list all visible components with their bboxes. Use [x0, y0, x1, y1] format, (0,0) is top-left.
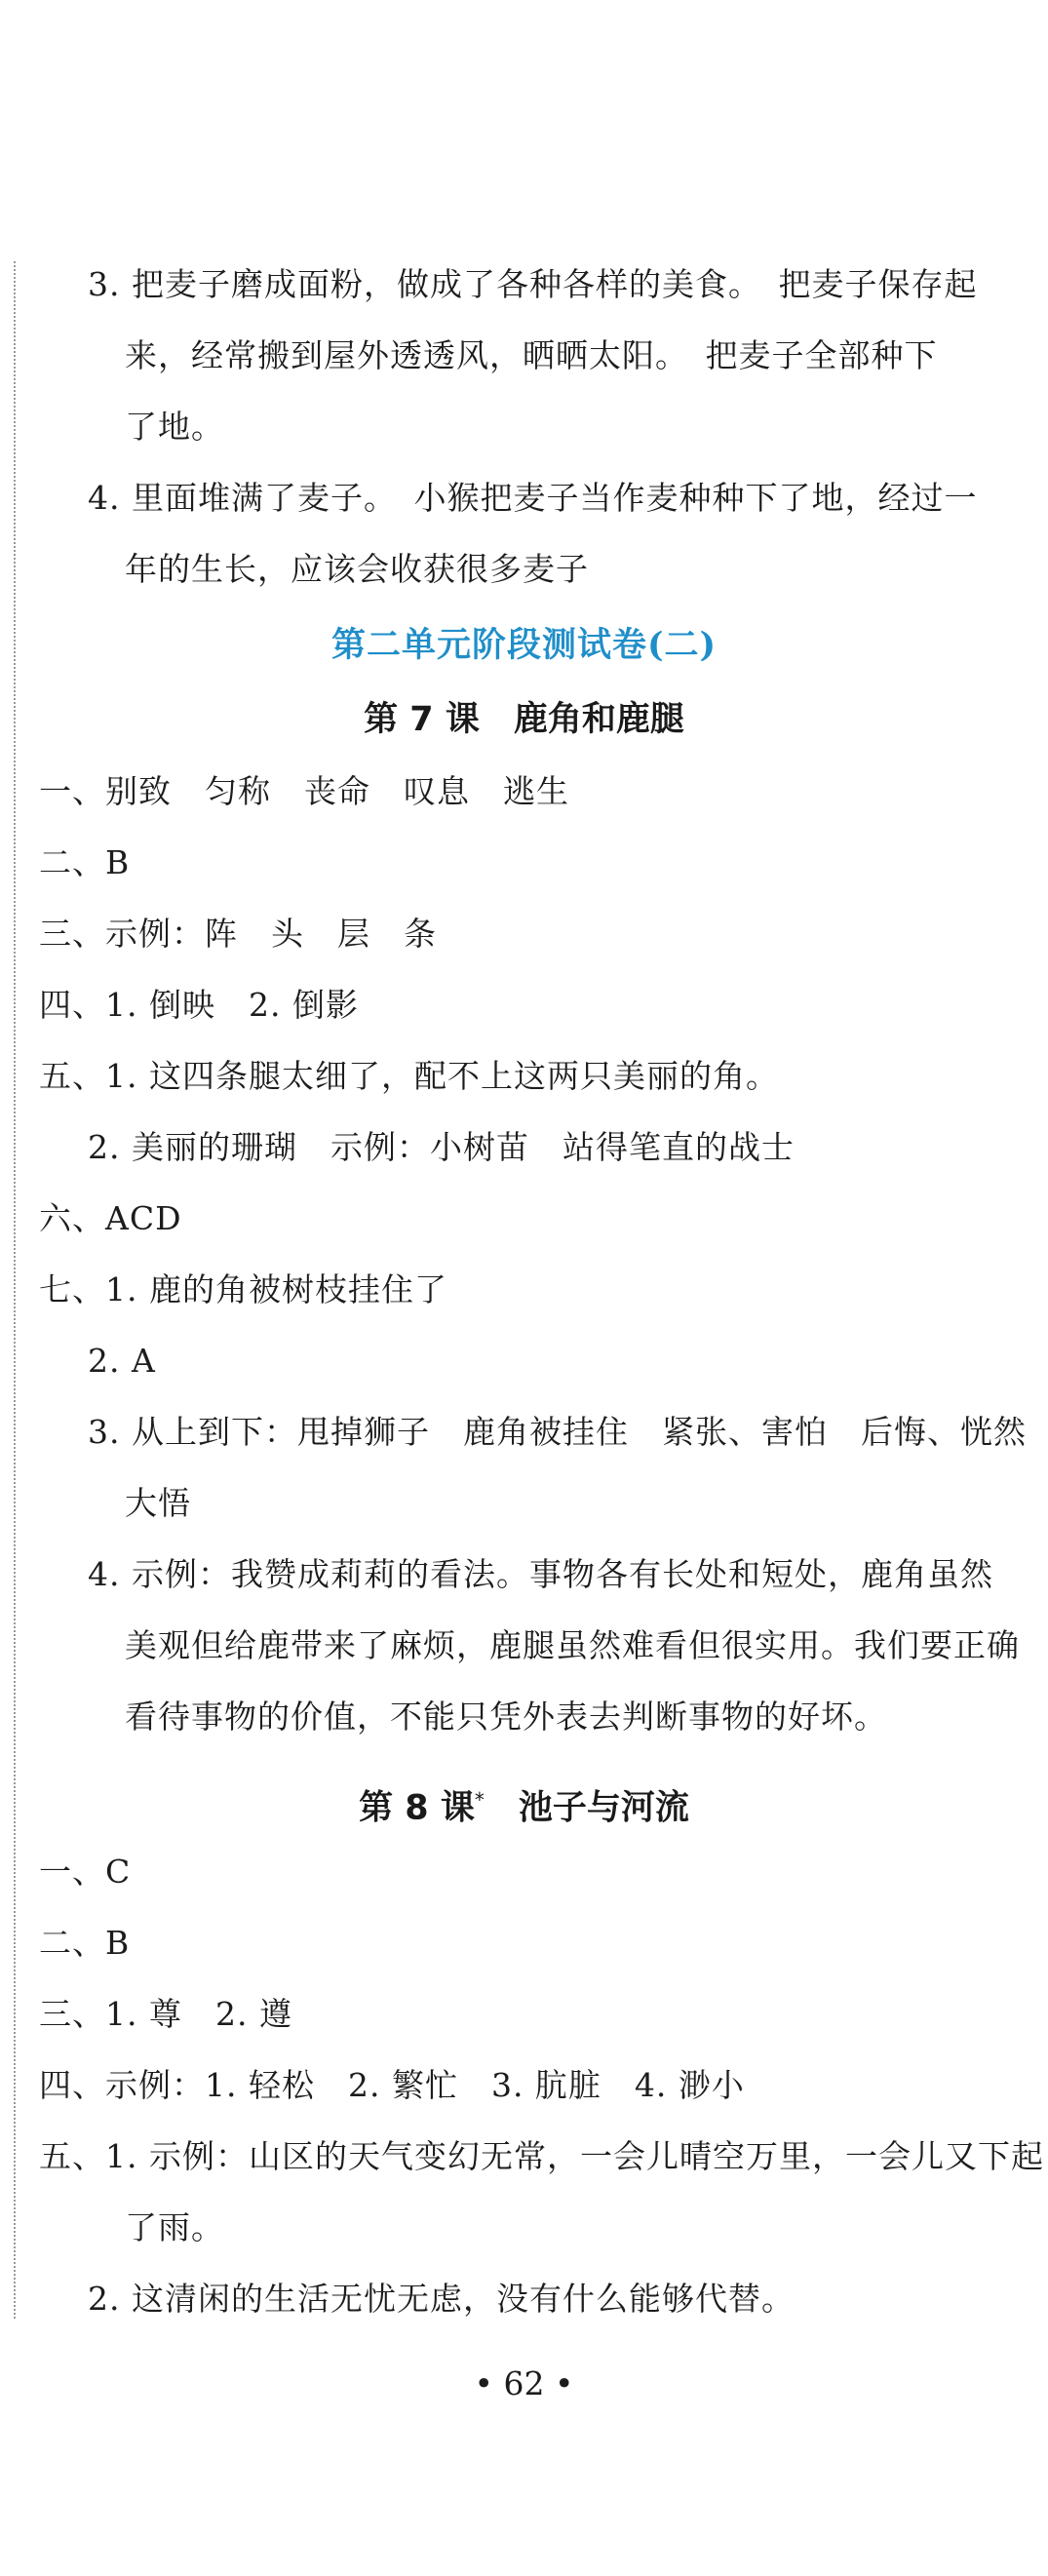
answer-line: 2. A: [88, 1342, 156, 1380]
answer-line: 了地。: [125, 408, 224, 446]
answer-line: 大悟: [125, 1484, 191, 1522]
answer-line: 二、B: [39, 843, 131, 881]
answer-line: 五、1. 示例：山区的天气变幻无常，一会儿晴空万里，一会儿又下起: [39, 2137, 1044, 2175]
answer-line: 四、示例：1. 轻松 2. 繁忙 3. 肮脏 4. 渺小: [39, 2066, 745, 2104]
answer-line: 七、1. 鹿的角被树枝挂住了: [39, 1270, 447, 1308]
answer-line: 2. 这清闲的生活无忧无虑，没有什么能够代替。: [88, 2280, 795, 2318]
lesson-8-title: [0, 1778, 1048, 1830]
lesson-8-number: 第 8 课: [359, 1788, 475, 1828]
answer-line: 一、别致 匀称 丧命 叹息 逃生: [39, 772, 569, 810]
answer-line: 4. 里面堆满了麦子。 小猴把麦子当作麦种种下了地，经过一: [88, 479, 978, 517]
answer-line: 一、C: [39, 1853, 132, 1891]
answer-line: 三、示例：阵 头 层 条: [39, 915, 437, 953]
answer-line: 3. 从上到下：甩掉狮子 鹿角被挂住 紧张、害怕 后悔、恍然: [88, 1413, 1027, 1451]
answer-line: 4. 示例：我赞成莉莉的看法。事物各有长处和短处，鹿角虽然: [88, 1555, 993, 1593]
left-margin-rule: [14, 261, 16, 2319]
answer-line: 看待事物的价值，不能只凭外表去判断事物的好坏。: [125, 1698, 887, 1736]
lesson-8-name: 池子与河流: [484, 1788, 689, 1828]
answer-line: 了雨。: [125, 2208, 224, 2246]
answer-line: 3. 把麦子磨成面粉，做成了各种各样的美食。 把麦子保存起: [88, 265, 978, 303]
answer-line: 三、1. 尊 2. 遵: [39, 1995, 292, 2033]
answer-line: 2. 美丽的珊瑚 示例：小树苗 站得笔直的战士: [88, 1128, 795, 1166]
lesson-7-title: 第 7 课 鹿角和鹿腿: [364, 700, 684, 739]
page-number: • 62 •: [474, 2364, 574, 2402]
answer-line: 六、ACD: [39, 1199, 182, 1237]
answer-line: 五、1. 这四条腿太细了，配不上这两只美丽的角。: [39, 1057, 779, 1095]
answer-line: 四、1. 倒映 2. 倒影: [39, 986, 359, 1024]
optional-star-mark: *: [474, 1788, 485, 1812]
answer-line: 年的生长，应该会收获很多麦子: [125, 550, 589, 588]
unit-title: 第二单元阶段测试卷(二): [330, 625, 718, 665]
answer-line: 二、B: [39, 1924, 131, 1962]
answer-line: 美观但给鹿带来了麻烦，鹿腿虽然难看但很实用。我们要正确: [125, 1626, 1020, 1664]
answer-line: 来，经常搬到屋外透透风，晒晒太阳。 把麦子全部种下: [125, 336, 938, 374]
